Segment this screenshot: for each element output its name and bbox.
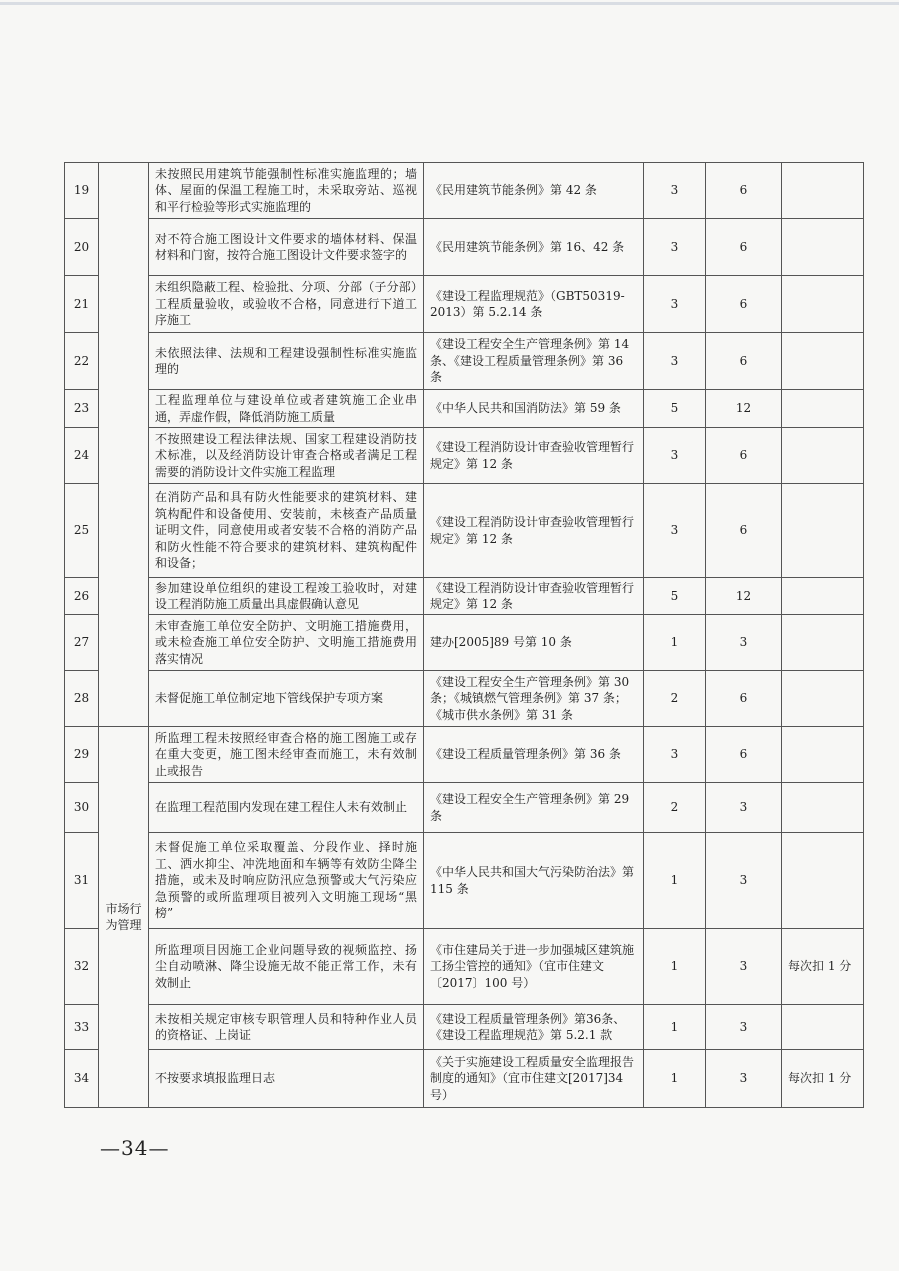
row-score-b: 3 (706, 783, 782, 833)
row-basis: 《中华人民共和国消防法》第 59 条 (424, 390, 644, 428)
row-score-b: 6 (706, 163, 782, 219)
row-number: 26 (65, 578, 99, 615)
row-basis: 《建设工程监理规范》（GBT50319-2013）第 5.2.14 条 (424, 276, 644, 333)
row-basis: 《中华人民共和国大气污染防治法》第 115 条 (424, 833, 644, 929)
row-score-a: 1 (644, 1005, 706, 1050)
row-score-b: 3 (706, 833, 782, 929)
row-basis: 《关于实施建设工程质量安全监理报告制度的通知》（宜市住建文[2017]34 号） (424, 1050, 644, 1108)
row-score-b: 3 (706, 1005, 782, 1050)
row-score-a: 3 (644, 219, 706, 276)
row-score-b: 12 (706, 390, 782, 428)
row-score-a: 3 (644, 163, 706, 219)
row-description: 参加建设单位组织的建设工程竣工验收时，对建设工程消防施工质量出具虚假确认意见 (149, 578, 424, 615)
row-score-b: 3 (706, 615, 782, 671)
top-edge-line (0, 2, 899, 5)
row-score-b: 6 (706, 428, 782, 484)
table-row (65, 671, 864, 727)
row-score-a: 2 (644, 783, 706, 833)
row-score-a: 1 (644, 1050, 706, 1108)
table-row (65, 276, 864, 333)
row-number: 25 (65, 484, 99, 578)
category-cell-upper (99, 163, 149, 727)
row-score-a: 1 (644, 615, 706, 671)
row-number: 29 (65, 727, 99, 783)
row-score-a: 3 (644, 428, 706, 484)
table-row (65, 219, 864, 276)
row-description: 在消防产品和具有防火性能要求的建筑材料、建筑构配件和设备使用、安装前，未核查产品质量证明文件，同意使用或者安装不合格的消防产品和防火性能不符合要求的建筑材料、建筑构配件和设备； (149, 484, 424, 578)
row-score-b: 6 (706, 484, 782, 578)
row-note (782, 727, 864, 783)
row-description: 未督促施工单位采取覆盖、分段作业、择时施工、洒水抑尘、冲洗地面和车辆等有效防尘降尘措施，或未及时响应防汛应急预警或大气污染应急预警的或所监理项目被列入文明施工现场“黑榜” (149, 833, 424, 929)
row-number: 23 (65, 390, 99, 428)
row-description: 工程监理单位与建设单位或者建筑施工企业串通，弄虚作假，降低消防施工质量 (149, 390, 424, 428)
row-number: 21 (65, 276, 99, 333)
row-score-b: 6 (706, 333, 782, 390)
row-note: 每次扣 1 分 (782, 929, 864, 1005)
row-basis: 《建设工程消防设计审查验收管理暂行规定》第 12 条 (424, 428, 644, 484)
row-note (782, 833, 864, 929)
row-note: 每次扣 1 分 (782, 1050, 864, 1108)
table-row (65, 428, 864, 484)
row-basis: 《建设工程消防设计审查验收管理暂行规定》第 12 条 (424, 578, 644, 615)
row-note (782, 578, 864, 615)
row-score-a: 3 (644, 276, 706, 333)
row-note (782, 615, 864, 671)
row-basis: 《建设工程质量管理条例》第 36 条 (424, 727, 644, 783)
row-description: 所监理工程未按照经审查合格的施工图施工或存在重大变更，施工图未经审查而施工，未有效制止或报告 (149, 727, 424, 783)
row-description: 所监理项目因施工企业问题导致的视频监控、扬尘自动喷淋、降尘设施无故不能正常工作，未有效制止 (149, 929, 424, 1005)
row-note (782, 390, 864, 428)
row-basis: 《民用建筑节能条例》第 16、42 条 (424, 219, 644, 276)
row-note (782, 163, 864, 219)
row-number: 33 (65, 1005, 99, 1050)
table-row (65, 1050, 864, 1108)
row-description: 未按照民用建筑节能强制性标准实施监理的；墙体、屋面的保温工程施工时，未采取旁站、巡视和平行检验等形式实施监理的 (149, 163, 424, 219)
row-score-a: 3 (644, 727, 706, 783)
row-note (782, 333, 864, 390)
row-number: 30 (65, 783, 99, 833)
row-description: 未审查施工单位安全防护、文明施工措施费用，或未检查施工单位安全防护、文明施工措施费用落实情况 (149, 615, 424, 671)
row-score-b: 6 (706, 727, 782, 783)
row-basis: 《建设工程安全生产管理条例》第 30 条；《城镇燃气管理条例》第 37 条；《城市供水条例》第 31 条 (424, 671, 644, 727)
row-score-a: 1 (644, 929, 706, 1005)
row-number: 20 (65, 219, 99, 276)
category-market-behavior: 市场行为管理 (99, 727, 149, 1108)
row-score-b: 6 (706, 276, 782, 333)
table-row (65, 783, 864, 833)
table-row (65, 163, 864, 219)
table-row (65, 578, 864, 615)
row-note (782, 428, 864, 484)
row-number: 24 (65, 428, 99, 484)
row-description: 不按要求填报监理日志 (149, 1050, 424, 1108)
row-note (782, 1005, 864, 1050)
row-score-b: 3 (706, 1050, 782, 1108)
row-basis: 建办[2005]89 号第 10 条 (424, 615, 644, 671)
row-score-b: 6 (706, 219, 782, 276)
table-row (65, 929, 864, 1005)
row-number: 22 (65, 333, 99, 390)
row-description: 未督促施工单位制定地下管线保护专项方案 (149, 671, 424, 727)
row-description: 不按照建设工程法律法规、国家工程建设消防技术标准，以及经消防设计审查合格或者满足工程需要的消防设计文件实施工程监理 (149, 428, 424, 484)
row-score-a: 2 (644, 671, 706, 727)
row-note (782, 276, 864, 333)
row-basis: 《建设工程质量管理条例》第36条、《建设工程监理规范》第 5.2.1 款 (424, 1005, 644, 1050)
table-row (65, 615, 864, 671)
row-score-b: 6 (706, 671, 782, 727)
row-basis: 《建设工程消防设计审查验收管理暂行规定》第 12 条 (424, 484, 644, 578)
row-basis: 《民用建筑节能条例》第 42 条 (424, 163, 644, 219)
row-score-a: 5 (644, 578, 706, 615)
row-basis: 《建设工程安全生产管理条例》第 14 条、《建设工程质量管理条例》第 36 条 (424, 333, 644, 390)
table-row (65, 333, 864, 390)
row-score-b: 12 (706, 578, 782, 615)
row-description: 对不符合施工图设计文件要求的墙体材料、保温材料和门窗，按符合施工图设计文件要求签字的 (149, 219, 424, 276)
row-number: 32 (65, 929, 99, 1005)
row-description: 在监理工程范围内发现在建工程住人未有效制止 (149, 783, 424, 833)
row-score-b: 3 (706, 929, 782, 1005)
row-basis: 《建设工程安全生产管理条例》第 29 条 (424, 783, 644, 833)
row-number: 19 (65, 163, 99, 219)
row-note (782, 783, 864, 833)
row-score-a: 1 (644, 833, 706, 929)
row-number: 31 (65, 833, 99, 929)
row-basis: 《市住建局关于进一步加强城区建筑施工扬尘管控的通知》（宜市住建文〔2017〕100 号） (424, 929, 644, 1005)
row-score-a: 3 (644, 484, 706, 578)
row-note (782, 671, 864, 727)
row-description: 未组织隐蔽工程、检验批、分项、分部（子分部）工程质量验收，或验收不合格，同意进行下道工序施工 (149, 276, 424, 333)
row-note (782, 484, 864, 578)
row-number: 27 (65, 615, 99, 671)
table-row (65, 727, 864, 783)
row-note (782, 219, 864, 276)
page-number: —34— (100, 1136, 170, 1160)
table-row (65, 833, 864, 929)
row-description: 未依照法律、法规和工程建设强制性标准实施监理的 (149, 333, 424, 390)
table-row (65, 390, 864, 428)
row-number: 34 (65, 1050, 99, 1108)
row-number: 28 (65, 671, 99, 727)
row-score-a: 5 (644, 390, 706, 428)
row-score-a: 3 (644, 333, 706, 390)
table-row (65, 484, 864, 578)
row-description: 未按相关规定审核专职管理人员和特种作业人员的资格证、上岗证 (149, 1005, 424, 1050)
deduction-table (64, 162, 864, 1108)
table-row (65, 1005, 864, 1050)
